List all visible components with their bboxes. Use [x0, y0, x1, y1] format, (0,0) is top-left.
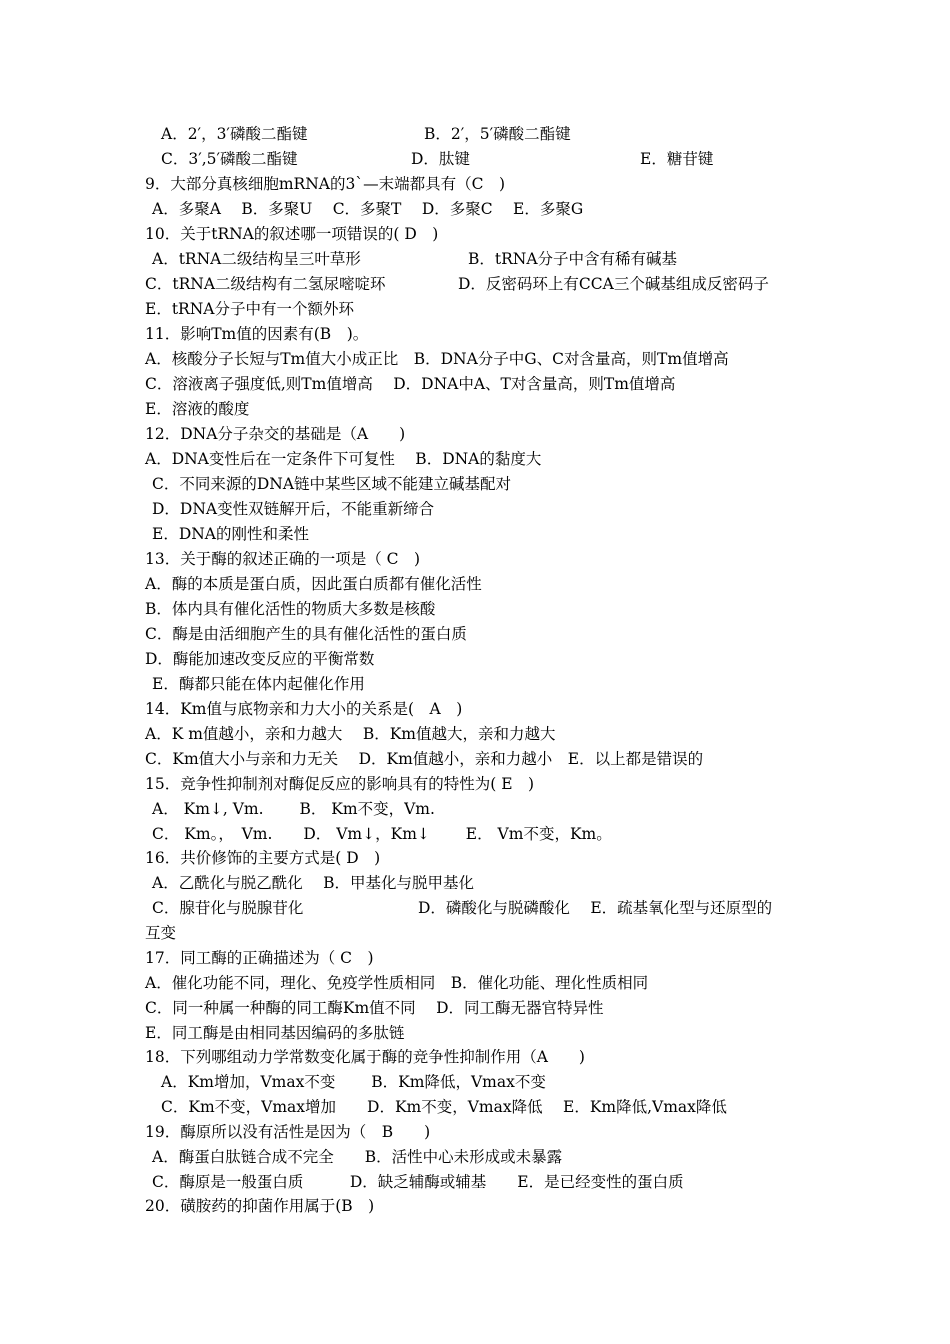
option-d: D．酶能加速改变反应的平衡常数 — [145, 650, 375, 668]
options: C．溶液离子强度低,则Tm值增高 D．DNA中A、T对含量高，则Tm值增高 — [145, 375, 676, 393]
option-b: B．体内具有催化活性的物质大多数是核酸 — [145, 600, 436, 618]
question-text: 14．Km值与底物亲和力大小的关系是( A ) — [145, 700, 463, 718]
options: C．同一种属一种酶的同工酶Km值不同 D．同工酶无器官特异性 — [145, 999, 604, 1017]
options: A．核酸分子长短与Tm值大小成正比 B．DNA分子中G、C对含量高，则Tm值增高 — [145, 350, 729, 368]
option-e: E．糖苷键 — [640, 150, 714, 168]
options: A．催化功能不同，理化、免疫学性质相同 B．催化功能、理化性质相同 — [145, 974, 649, 992]
options: A．DNA变性后在一定条件下可复性 B．DNA的黏度大 — [145, 450, 542, 468]
options: A．K m值越小，亲和力越大 B．Km值越大，亲和力越大 — [145, 725, 556, 743]
options: A． Km↓, Vm. B． Km不变，Vm. — [152, 800, 435, 818]
option-d: D．反密码环上有CCA三个碱基组成反密码子 — [458, 275, 769, 293]
option-d: D．肽键 — [411, 150, 470, 168]
option-c: C．3′,5′磷酸二酯键 — [161, 150, 298, 168]
question-text: 18．下列哪组动力学常数变化属于酶的竞争性抑制作用（A ) — [145, 1048, 585, 1066]
options: A．Km增加，Vmax不变 B．Km降低，Vmax不变 — [161, 1073, 546, 1091]
options: C．酶原是一般蛋白质 D．缺乏辅酶或辅基 E．是已经变性的蛋白质 — [152, 1173, 684, 1191]
question-text: 10．关于tRNA的叙述哪一项错误的( D ) — [145, 225, 439, 243]
option-a: A．酶的本质是蛋白质，因此蛋白质都有催化活性 — [145, 575, 482, 593]
options: A．多聚A B．多聚U C．多聚T D．多聚C E．多聚G — [152, 200, 584, 218]
option-e: E．溶液的酸度 — [145, 400, 250, 418]
continuation: 互变 — [145, 924, 177, 942]
question-text: 13．关于酶的叙述正确的一项是（ C ) — [145, 550, 421, 568]
option-e: E．tRNA分子中有一个额外环 — [145, 300, 354, 318]
question-text: 17．同工酶的正确描述为（ C ) — [145, 949, 374, 967]
option-b: B．tRNA分子中含有稀有碱基 — [468, 250, 678, 268]
option-e: E．酶都只能在体内起催化作用 — [152, 675, 365, 693]
options: C．Km不变，Vmax增加 D．Km不变，Vmax降低 E．Km降低,Vmax降低 — [161, 1098, 727, 1116]
option-c: C．酶是由活细胞产生的具有催化活性的蛋白质 — [145, 625, 467, 643]
option-d-e: D．磷酸化与脱磷酸化 E．疏基氧化型与还原型的 — [418, 899, 773, 917]
option-a: A．tRNA二级结构呈三叶草形 — [152, 250, 361, 268]
options: C．Km值大小与亲和力无关 D．Km值越小，亲和力越小 E．以上都是错误的 — [145, 750, 704, 768]
options: A．酶蛋白肽链合成不完全 B．活性中心未形成或未暴露 — [152, 1148, 563, 1166]
question-text: 15．竞争性抑制剂对酶促反应的影响具有的特性为( E ) — [145, 775, 535, 793]
question-text: 9．大部分真核细胞mRNA的3`—末端都具有（C ) — [145, 175, 506, 193]
question-text: 19．酶原所以没有活性是因为（ B ) — [145, 1123, 431, 1141]
options: A．乙酰化与脱乙酰化 B．甲基化与脱甲基化 — [152, 874, 475, 892]
question-text: 20．磺胺药的抑菌作用属于(B ) — [145, 1197, 375, 1215]
option-c: C．不同来源的DNA链中某些区域不能建立碱基配对 — [152, 475, 512, 493]
option-e: E．同工酶是由相同基因编码的多肽链 — [145, 1024, 405, 1042]
question-text: 16．共价修饰的主要方式是( D ) — [145, 849, 381, 867]
question-text: 11．影响Tm值的因素有(B )。 — [145, 325, 369, 343]
option-a: A．2′，3′磷酸二酯键 — [161, 125, 308, 143]
option-c: C．腺苷化与脱腺苷化 — [152, 899, 304, 917]
option-e: E．DNA的刚性和柔性 — [152, 525, 309, 543]
option-d: D．DNA变性双链解开后，不能重新缔合 — [152, 500, 435, 518]
options: C． Km。， Vm. D． Vm↓，Km↓ E． Vm不变，Km。 — [152, 825, 612, 843]
option-c: C．tRNA二级结构有二氢尿嘧啶环 — [145, 275, 386, 293]
question-text: 12．DNA分子杂交的基础是（A ) — [145, 425, 406, 443]
option-b: B．2′，5′磷酸二酯键 — [424, 125, 571, 143]
